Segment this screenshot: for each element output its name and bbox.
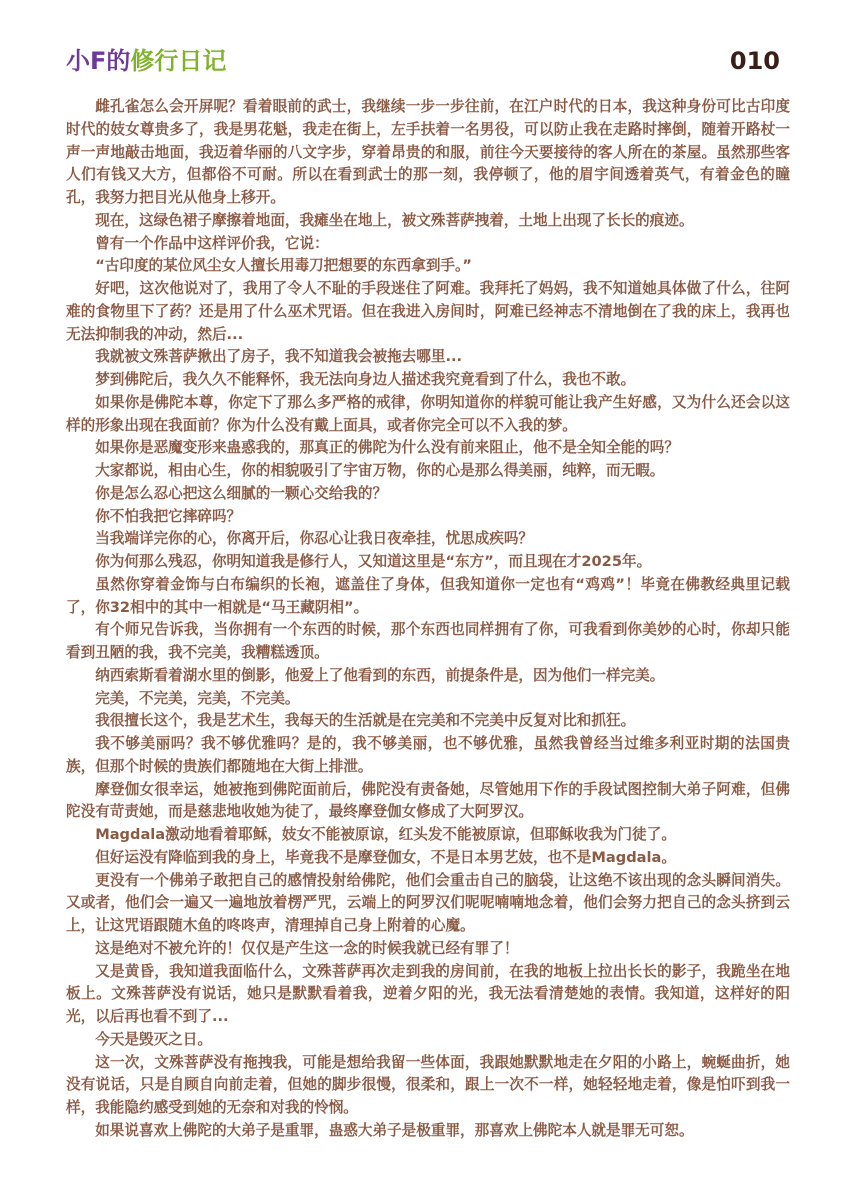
paragraph: “古印度的某位风尘女人擅长用毒刀把想要的东西拿到手。” [95, 257, 472, 275]
paragraph: 我很擅长这个，我是艺术生，我每天的生活就是在完美和不完美中反复对比和抓狂。 [95, 712, 636, 730]
paragraph: 有个师兄告诉我，当你拥有一个东西的时候，那个东西也同样拥有了你，可我看到你美妙的心时，你却只能看到丑陋的我，我不完美，我糟糕透顶。 [66, 621, 790, 661]
title-part-1: 小F的 [66, 47, 131, 75]
paragraph: 如果你是恶魔变形来蛊惑我的，那真正的佛陀为什么没有前来阻止，他不是全知全能的吗？ [95, 439, 679, 457]
diary-body [66, 96, 790, 1143]
title-part-2: 修行日记 [130, 47, 227, 75]
paragraph: 梦到佛陀后，我久久不能释怀，我无法向身边人描述我究竟看到了什么，我也不敢。 [95, 371, 636, 388]
paragraph: 如果说喜欢上佛陀的大弟子是重罪，蛊惑大弟子是极重罪，那喜欢上佛陀本人就是罪无可恕。 [95, 1121, 694, 1139]
paragraph: 更没有一个佛弟子敢把自己的感情投射给佛陀，他们会重击自己的脑袋，让这绝不该出现的念头瞬间消失。又或者，他们会一遍又一遍地放着楞严咒，云端上的阿罗汉们呢呢喃喃地念着，他们会努力把自己的念头挤到云上，让这咒语跟随木鱼的咚咚声，清理掉自己身上附着的心魔。 [66, 871, 790, 934]
paragraph: 我就被文殊菩萨揪出了房子，我不知道我会被拖去哪里... [95, 348, 463, 366]
paragraph: 纳西索斯看着湖水里的倒影，他爱上了他看到的东西，前提条件是，因为他们一样完美。 [95, 666, 665, 684]
paragraph: 当我端详完你的心，你离开后，你忍心让我日夜牵挂，忧思成疾吗？ [95, 530, 534, 548]
paragraph: 大家都说，相由心生，你的相貌吸引了宇宙万物，你的心是那么得美丽，纯粹，而无暇。 [95, 462, 665, 479]
paragraph: 今天是毁灭之日。 [95, 1030, 212, 1048]
page-header [66, 42, 780, 82]
paragraph: 完美，不完美，完美，不完美。 [95, 689, 300, 707]
paragraph: 你为何那么残忍，你明知道我是修行人，又知道这里是“东方”，而且现在才2025年。 [95, 553, 652, 570]
paragraph: 这是绝对不被允许的！仅仅是产生这一念的时候我就已经有罪了！ [95, 939, 519, 957]
paragraph: Magdala激动地看着耶稣，妓女不能被原谅，红头发不能被原谅，但耶稣收我为门徒了。 [95, 826, 676, 843]
diary-title [66, 42, 226, 80]
page-number: 010 [729, 47, 780, 75]
paragraph: 曾有一个作品中这样评价我，它说： [95, 234, 329, 252]
paragraph: 我不够美丽吗？我不够优雅吗？是的，我不够美丽，也不够优雅，虽然我曾经当过维多利亚时期的法国贵族，但那个时候的贵族们都随地在大街上排泄。 [66, 735, 790, 775]
paragraph: 你是怎么忍心把这么细腻的一颗心交给我的？ [95, 484, 388, 502]
paragraph: 但好运没有降临到我的身上，毕竟我不是摩登伽女，不是日本男艺妓，也不是Magdala。 [95, 848, 676, 866]
paragraph: 又是黄昏，我知道我面临什么，文殊菩萨再次走到我的房间前，在我的地板上拉出长长的影子，我跪坐在地板上。文殊菩萨没有说话，她只是默默看着我，逆着夕阳的光，我无法看清楚她的表情。我知道，这样好的阳光，以后再也看不到了... [66, 962, 790, 1025]
paragraph: 这一次，文殊菩萨没有拖拽我，可能是想给我留一些体面，我跟她默默地走在夕阳的小路上，蜿蜒曲折，她没有说话，只是自顾自向前走着，但她的脚步很慢，很柔和，跟上一次不一样，她轻轻地走着，像是怕吓到我一样，我能隐约感受到她的无奈和对我的怜悯。 [66, 1053, 790, 1116]
paragraph: 虽然你穿着金饰与白布编织的长袍，遮盖住了身体，但我知道你一定也有“鸡鸡”！毕竟在佛教经典里记载了，你32相中的其中一相就是“马王藏阴相”。 [66, 575, 790, 616]
paragraph: 如果你是佛陀本尊，你定下了那么多严格的戒律，你明知道你的样貌可能让我产生好感，又为什么还会以这样的形象出现在我面前？你为什么没有戴上面具，或者你完全可以不入我的梦。 [66, 393, 790, 434]
paragraph: 摩登伽女很幸运，她被拖到佛陀面前后，佛陀没有责备她，尽管她用下作的手段试图控制大弟子阿难，但佛陀没有苛责她，而是慈悲地收她为徒了，最终摩登伽女修成了大阿罗汉。 [66, 780, 790, 821]
paragraph: 雌孔雀怎么会开屏呢？看着眼前的武士，我继续一步一步往前，在江户时代的日本，我这种身份可比古印度时代的妓女尊贵多了，我是男花魁，我走在街上，左手扶着一名男役，可以防止我在走路时摔倒，随着开路杖一声一声地敲击地面，我迈着华丽的八文字步，穿着昂贵的和服，前往今天要接待的客人所在的茶屋。虽然那些客人们有钱又大方，但都俗不可耐。所以在看到武士的那一刻，我停顿了，他的眉宇间透着英气，有着金色的瞳孔，我努力把目光从他身上移开。 [66, 98, 790, 206]
paragraph: 现在，这绿色裙子摩擦着地面，我瘫坐在地上，被文殊菩萨拽着，土地上出现了长长的痕迹。 [95, 211, 694, 229]
paragraph: 好吧，这次他说对了，我用了令人不耻的手段迷住了阿难。我拜托了妈妈，我不知道她具体做了什么，往阿难的食物里下了药？还是用了什么巫术咒语。但在我进入房间时，阿难已经神志不清地倒在了我的床上，我再也无法抑制我的冲动，然后... [66, 280, 790, 343]
paragraph: 你不怕我把它摔碎吗？ [95, 507, 242, 525]
